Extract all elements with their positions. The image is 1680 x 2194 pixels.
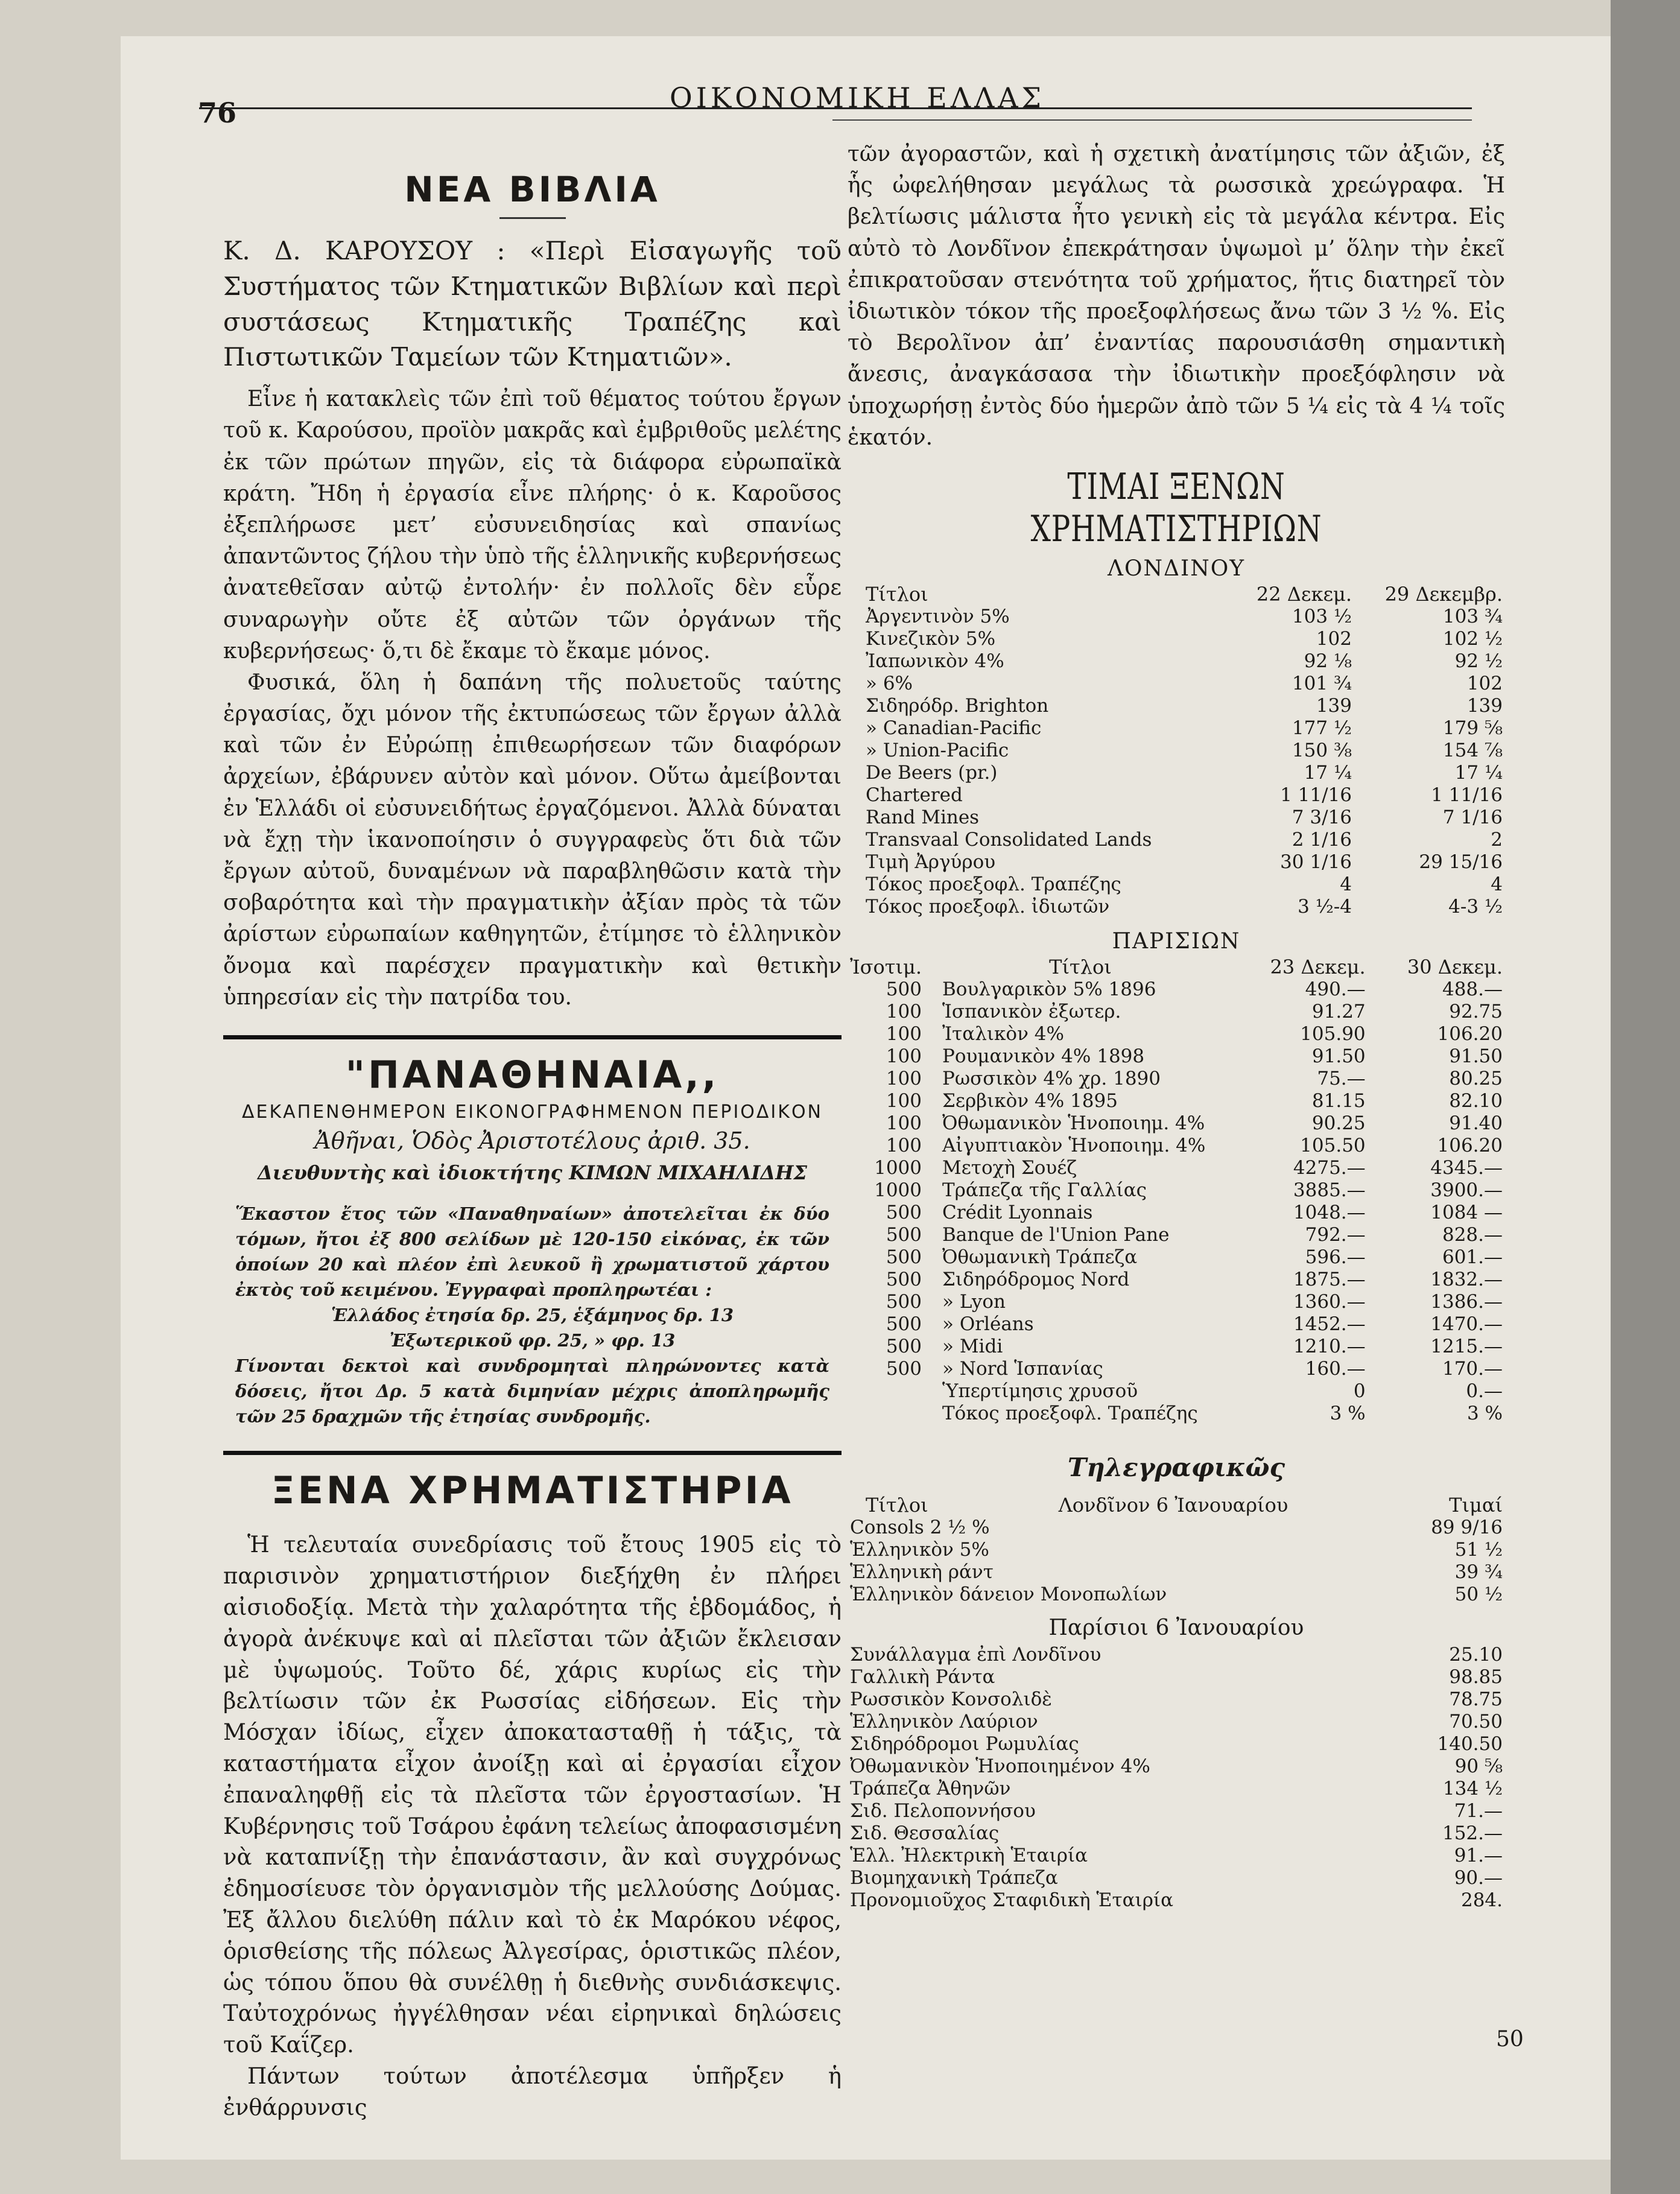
security-name: Τιμὴ Ἀργύρου bbox=[866, 851, 996, 873]
security-name: » 6% bbox=[866, 672, 913, 694]
price-date-1: 177 ½ bbox=[1292, 717, 1352, 739]
table-row bbox=[848, 784, 1505, 807]
nominal-value: 500 bbox=[886, 1357, 922, 1380]
nominal-value: 500 bbox=[886, 1335, 922, 1357]
price-date-1: 105.90 bbox=[1300, 1022, 1366, 1045]
price-date-1: 75.— bbox=[1317, 1067, 1366, 1089]
price-date-2: 4345.— bbox=[1430, 1156, 1503, 1179]
price-date-2: 828.— bbox=[1442, 1223, 1503, 1246]
price-date-1: 1875.— bbox=[1293, 1268, 1366, 1290]
price-date-1: 7 3/16 bbox=[1292, 806, 1352, 828]
security-name: Ρωσσικὸν 4% χρ. 1890 bbox=[942, 1067, 1161, 1089]
nominal-value: 1000 bbox=[874, 1179, 922, 1201]
column-header-title: Τίτλοι bbox=[866, 582, 928, 606]
table-row bbox=[848, 1584, 1505, 1606]
ad-body: Ἕκαστον ἔτος τῶν «Παναθηναίων» ἀποτελεῖται ἐκ δύο τόμων, ἤτοι ἐξ 800 σελίδων μὲ 120-150 εἰκόνας, ἐκ τῶν ὁποίων 20 καὶ πλέον ἐπὶ λευκοῦ ἢ χρωματιστοῦ χάρτου ἐκτὸς τοῦ κειμένου. Ἐγγραφαὶ προπληρωτέαι : bbox=[235, 1203, 829, 1301]
section-title-new-books: ΝΕΑ ΒΙΒΛΙΑ bbox=[404, 169, 661, 210]
price-date-2: 91.40 bbox=[1449, 1112, 1503, 1134]
book-review-paragraph: Εἶνε ἡ κατακλεὶς τῶν ἐπὶ τοῦ θέματος τούτου ἔργων τοῦ κ. Καρούσου, προϊὸν μακρᾶς καὶ ἐμβριθοῦς μελέτης ἐκ τῶν πρώτων πηγῶν, εἰς τὰ διάφορα εὐρωπαϊκὰ κράτη. Ἤδη ἡ ἐργασία εἶνε πλήρης· ὁ κ. Καροῦσος ἐξεπλήρωσε μετ’ εὐσυνειδησίας καὶ σπανίως ἀπαντῶντος ζήλου τὴν ὑπὸ τῆς ἑλληνικῆς κυβερνήσεως ἀνατεθεῖσαν αὐτῷ ἐντολήν· ἐν πολλοῖς δὲν εὗρε συναρωγὴν οὔτε ἐξ αὐτῶν τῶν ὀργάνων τῆς κυβερνήσεως· ὅ,τι δὲ ἔκαμε τὸ ἔκαμε μόνος. bbox=[223, 387, 842, 664]
table-row bbox=[848, 695, 1505, 717]
security-name: Σιδηρόδρ. Brighton bbox=[866, 694, 1049, 717]
price: 284. bbox=[1460, 1889, 1503, 1911]
column-header-london-date: Λονδῖνον 6 Ἰανουαρίου bbox=[1058, 1493, 1289, 1517]
table-row bbox=[848, 1135, 1505, 1157]
prices-title: ΤΙΜΑΙ ΞΕΝΩΝ ΧΡΗΜΑΤΙΣΤΗΡΙΩΝ bbox=[1030, 465, 1322, 550]
nominal-value: 500 bbox=[886, 978, 922, 1000]
price-date-2: 4 bbox=[1491, 873, 1503, 895]
section-divider-2 bbox=[223, 1451, 842, 1455]
price: 71.— bbox=[1454, 1799, 1503, 1822]
security-name: » Nord Ἱσπανίας bbox=[942, 1357, 1103, 1380]
table-row bbox=[848, 606, 1505, 628]
price: 140.50 bbox=[1437, 1733, 1503, 1755]
price-date-2: 1084 — bbox=[1430, 1201, 1503, 1223]
margin-number: 50 bbox=[1496, 2027, 1524, 2052]
security-name: Σιδ. Πελοποννήσου bbox=[850, 1799, 1036, 1822]
table-row bbox=[848, 978, 1505, 1001]
price-date-2: 17 ¼ bbox=[1454, 761, 1503, 784]
price-date-1: 3 % bbox=[1330, 1402, 1366, 1424]
header-rule-secondary bbox=[832, 119, 1472, 121]
column-header-date-2: 30 Δεκεμ. bbox=[1407, 955, 1503, 978]
nominal-value bbox=[848, 1380, 924, 1403]
nominal-value: 500 bbox=[886, 1223, 922, 1246]
price-date-1: 139 bbox=[1316, 694, 1352, 717]
column-header-prices: Τιμαί bbox=[1449, 1493, 1503, 1517]
table-row bbox=[848, 1845, 1505, 1867]
table-row bbox=[848, 1733, 1505, 1755]
security-name: Κινεζικὸν 5% bbox=[866, 627, 996, 650]
table-row bbox=[848, 717, 1505, 740]
price-date-1: 2 1/16 bbox=[1292, 828, 1352, 851]
short-rule bbox=[499, 217, 566, 219]
security-name: Transvaal Consolidated Lands bbox=[866, 828, 1152, 851]
price-date-2: 170.— bbox=[1442, 1357, 1503, 1380]
security-name: Ρουμανικὸν 4% 1898 bbox=[942, 1045, 1145, 1067]
table-row bbox=[848, 1001, 1505, 1023]
ad-director: Διευθυντὴς καὶ ἰδιοκτήτης ΚΙΜΩΝ ΜΙΧΑΗΛΙΔΗΣ bbox=[257, 1161, 808, 1184]
price-date-2: 106.20 bbox=[1437, 1022, 1503, 1045]
table-row bbox=[848, 1313, 1505, 1336]
table-row bbox=[848, 762, 1505, 784]
book-review-paragraph-2: Φυσικά, ὅλη ἡ δαπάνη τῆς πολυετοῦς ταύτης ἐργασίας, ὄχι μόνον τῆς ἐκτυπώσεως τῶν ἔργων ἀλλὰ καὶ τῶν ἐν Εὐρώπῃ ἐπιθεωρήσεων τῶν διαφόρων ἀρχείων, ἐβάρυνεν αὐτὸν καὶ μόνον. Οὕτω ἀμείβονται ἐν Ἑλλάδι οἱ εὐσυνειδήτως ἐργαζόμενοι. Ἀλλὰ δύναται νὰ ἔχῃ τὴν ἱκανοποίησιν ὁ συγγραφεὺς ὅτι διὰ τῶν ἔργων αὐτοῦ, δυναμένων νὰ παραβληθῶσιν κατὰ τὴν σοβαρότητα καὶ τὴν πραγματικὴν ἀξίαν πρὸς τὰ τῶν ἀρίστων εὐρωπαίων καθηγητῶν, ἐτίμησε τὸ ἑλληνικὸν ὄνομα καὶ παρέσχεν πραγματικὴν καὶ θετικὴν ὑπηρεσίαν εἰς τὴν πατρίδα του. bbox=[223, 670, 842, 1010]
price: 25.10 bbox=[1449, 1643, 1503, 1666]
security-name: Ἑλληνικὴ ράντ bbox=[850, 1561, 994, 1583]
column-header-title: Τίτλοι bbox=[866, 1493, 928, 1517]
price: 98.85 bbox=[1449, 1666, 1503, 1688]
price-date-2: 601.— bbox=[1442, 1246, 1503, 1268]
page-edge-shadow bbox=[1611, 0, 1680, 2194]
price-date-1: 1452.— bbox=[1293, 1313, 1366, 1335]
table-row bbox=[848, 829, 1505, 851]
table-row bbox=[848, 1666, 1505, 1688]
table-row bbox=[848, 1358, 1505, 1380]
nominal-value: 100 bbox=[886, 1067, 922, 1089]
section-divider bbox=[223, 1035, 842, 1039]
price-date-2: 80.25 bbox=[1449, 1067, 1503, 1089]
price-date-1: 150 ⅜ bbox=[1292, 739, 1352, 761]
security-name: Ὀθωμανικὸν Ἡνοποιημένον 4% bbox=[850, 1755, 1150, 1777]
table-row bbox=[848, 851, 1505, 873]
price: 91.— bbox=[1454, 1844, 1503, 1866]
security-name: Τράπεζα Ἀθηνῶν bbox=[850, 1777, 1011, 1799]
column-header-date-1: 23 Δεκεμ. bbox=[1270, 955, 1366, 978]
nominal-value: 500 bbox=[886, 1290, 922, 1313]
right-column bbox=[848, 139, 1505, 1912]
security-name: Chartered bbox=[866, 784, 963, 806]
security-name: Ἑλληνικὸν δάνειον Μονοπωλίων bbox=[850, 1583, 1167, 1605]
running-title: ΟΙΚΟΝΟΜΙΚΗ ΕΛΛΑΣ bbox=[670, 81, 1045, 114]
paris-heading: ΠΑΡΙΣΙΩΝ bbox=[1112, 928, 1241, 954]
security-name: Ἑλληνικὸν Λαύριον bbox=[850, 1710, 1038, 1733]
price-date-1: 1048.— bbox=[1293, 1201, 1366, 1223]
paris-prices-table bbox=[848, 956, 1505, 1425]
price-date-1: 91.50 bbox=[1311, 1045, 1366, 1067]
table-row bbox=[848, 1403, 1505, 1425]
price-date-1: 91.27 bbox=[1311, 1000, 1366, 1022]
price-date-1: 102 bbox=[1316, 627, 1352, 650]
table-row bbox=[848, 1778, 1505, 1800]
header-rule bbox=[199, 107, 1472, 109]
price: 50 ½ bbox=[1454, 1583, 1503, 1605]
security-name: Βιομηχανικὴ Τράπεζα bbox=[850, 1866, 1058, 1889]
security-name: Ἰαπωνικὸν 4% bbox=[866, 650, 1004, 672]
price-date-1: 105.50 bbox=[1300, 1134, 1366, 1156]
ad-subscription-foreign: Ἐξωτερικοῦ φρ. 25, » φρ. 13 bbox=[389, 1330, 676, 1351]
price-date-1: 81.15 bbox=[1311, 1089, 1366, 1112]
table-row bbox=[848, 896, 1505, 918]
price-date-2: 102 bbox=[1466, 672, 1503, 694]
security-name: Ἑλληνικὸν 5% bbox=[850, 1538, 989, 1561]
continued-paragraph: τῶν ἀγοραστῶν, καὶ ἡ σχετικὴ ἀνατίμησις τῶν ἀξιῶν, ἐξ ἧς ὠφελήθησαν μεγάλως τὰ ρωσσικὰ χρεώγραφα. Ἡ βελτίωσις μάλιστα ἦτο γενικὴ εἰς τὰ μεγάλα κέντρα. Εἰς αὐτὸ τὸ Λονδῖνον ἐπεκράτησαν ὑψωμοὶ μ’ ὅλην τὴν ἐκεῖ ἐπικρατοῦσαν στενότητα τοῦ χρήματος, ἥτις διατηρεῖ τὸν ἰδιωτικὸν τόκον τῆς προεξοφλήσεως ἄνω τῶν 3 ½ %. Εἰς τὸ Βερολῖνον ἀπ’ ἐναντίας παρουσιάσθη σημαντικὴ ἄνεσις, ἀναγκάσασα τὴν ἰδιωτικὴν προεξόφλησιν νὰ ὑποχωρήσῃ ἐντὸς δύο ἡμερῶν ἀπὸ τῶν 5 ¼ εἰς τὰ 4 ¼ τοῖς ἑκατόν. bbox=[848, 142, 1505, 450]
security-name: Προνομιοῦχος Σταφιδικὴ Ἑταιρία bbox=[850, 1889, 1174, 1911]
price-date-2: 1470.— bbox=[1430, 1313, 1503, 1335]
security-name: Ἀργεντινὸν 5% bbox=[866, 605, 1010, 627]
london-prices-table bbox=[848, 583, 1505, 918]
left-column bbox=[223, 145, 842, 2123]
table-row bbox=[848, 1755, 1505, 1778]
column-header-date-1: 22 Δεκεμ. bbox=[1256, 582, 1352, 606]
price-date-1: 92 ⅛ bbox=[1304, 650, 1352, 672]
nominal-value: 100 bbox=[886, 1134, 922, 1156]
price-date-1: 101 ¾ bbox=[1292, 672, 1352, 694]
security-name: Rand Mines bbox=[866, 806, 980, 828]
security-name: Ὑπερτίμησις χρυσοῦ bbox=[942, 1380, 1138, 1402]
price-date-2: 91.50 bbox=[1449, 1045, 1503, 1067]
price: 70.50 bbox=[1449, 1710, 1503, 1733]
price-date-1: 17 ¼ bbox=[1304, 761, 1352, 784]
price-date-2: 103 ¾ bbox=[1442, 605, 1503, 627]
price-date-2: 29 15/16 bbox=[1419, 851, 1503, 873]
security-name: » Canadian-Pacific bbox=[866, 717, 1042, 739]
nominal-value: 1000 bbox=[874, 1156, 922, 1179]
price: 89 9/16 bbox=[1431, 1516, 1503, 1538]
price-date-2: 154 ⅞ bbox=[1442, 739, 1503, 761]
price: 90 ⅝ bbox=[1454, 1755, 1503, 1777]
security-name: Γαλλικὴ Ράντα bbox=[850, 1666, 995, 1688]
telegraph-title: Τηλεγραφικῶς bbox=[1067, 1452, 1285, 1482]
security-name: Consols 2 ½ % bbox=[850, 1516, 990, 1538]
table-row bbox=[848, 1112, 1505, 1135]
table-row bbox=[848, 1539, 1505, 1561]
table-row bbox=[848, 1023, 1505, 1045]
price-date-2: 7 1/16 bbox=[1442, 806, 1503, 828]
table-row bbox=[848, 873, 1505, 896]
security-name: Τράπεζα τῆς Γαλλίας bbox=[942, 1179, 1147, 1201]
exchange-paragraph: Ἡ τελευταία συνεδρίασις τοῦ ἔτους 1905 εἰς τὸ παρισινὸν χρηματιστήριον διεξήχθη ἐν πλήρει αἰσιοδοξίᾳ. Μετὰ τὴν χαλαρότητα τῆς ἑβδομάδος, ἡ ἀγορὰ ἀνέκυψε καὶ αἱ πλεῖσται τῶν ἀξιῶν ἔκλεισαν μὲ ὑψωμούς. Τοῦτο δέ, χάρις κυρίως εἰς τὴν βελτίωσιν τῶν ἐκ Ρωσσίας εἰδήσεων. Εἰς τὴν Μόσχαν ἰδίως, εἶχεν ἀποκατασταθῇ ἡ τάξις, τὰ καταστήματα εἶχον ἀνοίξῃ καὶ αἱ ἐργασίαι εἶχον ἐπαναληφθῇ εἰς τὰ πλεῖστα τῶν ἐργοστασίων. Ἡ Κυβέρνησις τοῦ Τσάρου ἐφάνη τελείως ἀποφασισμένη νὰ καταπνίξῃ τὴν ἐπανάστασιν, ἂν καὶ συγχρόνως ἐδημοσίευσε τὸν ὀργανισμὸν τῆς μελλούσης Δούμας. Ἐξ ἄλλου διελύθη πάλιν καὶ τὸ ἐκ Μαρόκου νέφος, ὁρισθείσης τῆς πόλεως Ἀλγεσίρας, ὁριστικῶς πλέον, ὡς τόπου ὅπου θὰ συνέλθῃ ἡ διεθνὴς συνδιάσκεψις. Ταὐτοχρόνως ἠγγέλθησαν νέαι εἰρηνικαὶ δηλώσεις τοῦ Καΐζερ. bbox=[223, 1532, 842, 2058]
table-row bbox=[848, 1224, 1505, 1246]
nominal-value bbox=[848, 1403, 924, 1425]
price-date-2: 1215.— bbox=[1430, 1335, 1503, 1357]
price-date-1: 1210.— bbox=[1293, 1335, 1366, 1357]
price-date-2: 92.75 bbox=[1449, 1000, 1503, 1022]
price-date-1: 3885.— bbox=[1293, 1179, 1366, 1201]
security-name: Ἑλλ. Ἠλεκτρικὴ Ἑταιρία bbox=[850, 1844, 1088, 1866]
table-row bbox=[848, 1336, 1505, 1358]
page-number: 76 bbox=[198, 97, 237, 129]
security-name: Συνάλλαγμα ἐπὶ Λονδῖνου bbox=[850, 1643, 1102, 1666]
nominal-value: 100 bbox=[886, 1022, 922, 1045]
price: 78.75 bbox=[1449, 1688, 1503, 1710]
security-name: Βουλγαρικὸν 5% 1896 bbox=[942, 978, 1156, 1000]
table-row bbox=[848, 1711, 1505, 1733]
price-date-2: 1386.— bbox=[1430, 1290, 1503, 1313]
table-row bbox=[848, 650, 1505, 673]
security-name: » Union-Pacific bbox=[866, 739, 1009, 761]
price-date-2: 4-3 ½ bbox=[1448, 895, 1503, 918]
table-header-row bbox=[848, 956, 1505, 978]
ad-subscription-domestic: Ἑλλάδος ἐτησία δρ. 25, ἑξάμηνος δρ. 13 bbox=[331, 1305, 734, 1326]
security-name: Crédit Lyonnais bbox=[942, 1201, 1093, 1223]
table-row bbox=[848, 1090, 1505, 1112]
price: 134 ½ bbox=[1442, 1777, 1503, 1799]
nominal-value: 500 bbox=[886, 1201, 922, 1223]
london-heading: ΛΟΝΔΙΝΟΥ bbox=[1107, 556, 1245, 581]
table-row bbox=[848, 1380, 1505, 1403]
nominal-value: 100 bbox=[886, 1045, 922, 1067]
price-date-2: 0.— bbox=[1466, 1380, 1503, 1402]
nominal-value: 500 bbox=[886, 1246, 922, 1268]
column-header-date-2: 29 Δεκεμβρ. bbox=[1384, 582, 1503, 606]
security-name: Σιδηρόδρομοι Ρωμυλίας bbox=[850, 1733, 1079, 1755]
security-name: » Midi bbox=[942, 1335, 1003, 1357]
price-date-1: 4275.— bbox=[1293, 1156, 1366, 1179]
table-row bbox=[848, 1688, 1505, 1711]
table-row bbox=[848, 628, 1505, 650]
price-date-1: 160.— bbox=[1305, 1357, 1366, 1380]
table-row bbox=[848, 1269, 1505, 1291]
table-header-row bbox=[848, 1494, 1505, 1517]
table-row bbox=[848, 1045, 1505, 1068]
price-date-1: 596.— bbox=[1305, 1246, 1366, 1268]
table-row bbox=[848, 1179, 1505, 1202]
security-name: Ὀθωμανικὴ Τράπεζα bbox=[942, 1246, 1138, 1268]
ad-body-installments: Γίνονται δεκτοὶ καὶ συνδρομηταὶ πληρώνοντες κατὰ δόσεις, ἤτοι Δρ. 5 κατὰ διμηνίαν μέχρις ἀποπληρωμῆς τῶν 25 δραχμῶν τῆς ἐτησίας συνδρομῆς. bbox=[235, 1355, 829, 1427]
nominal-value: 100 bbox=[886, 1089, 922, 1112]
price-date-2: 1 11/16 bbox=[1431, 784, 1503, 806]
exchange-paragraph-2: Πάντων τούτων ἀποτέλεσμα ὑπῆρξεν ἡ ἐνθάρρυνσις bbox=[223, 2062, 842, 2120]
price-date-2: 82.10 bbox=[1449, 1089, 1503, 1112]
price-date-2: 106.20 bbox=[1437, 1134, 1503, 1156]
price-date-1: 90.25 bbox=[1311, 1112, 1366, 1134]
security-name: » Lyon bbox=[942, 1290, 1006, 1313]
table-row bbox=[848, 1800, 1505, 1822]
nominal-value: 100 bbox=[886, 1112, 922, 1134]
section-title-foreign-exchanges: ΞΕΝΑ ΧΡΗΜΑΤΙΣΤΗΡΙΑ bbox=[271, 1468, 794, 1513]
price-date-2: 1832.— bbox=[1430, 1268, 1503, 1290]
security-name: » Orléans bbox=[942, 1313, 1034, 1335]
nominal-value: 100 bbox=[886, 1000, 922, 1022]
ad-subtitle: ΔΕΚΑΠΕΝΘΗΜΕΡΟΝ ΕΙΚΟΝΟΓΡΑΦΗΜΕΝΟΝ ΠΕΡΙΟΔΙΚΟΝ bbox=[242, 1101, 823, 1123]
price-date-1: 3 ½-4 bbox=[1298, 895, 1352, 918]
security-name: Ρωσσικὸν Κονσολιδὲ bbox=[850, 1688, 1052, 1710]
price-date-2: 488.— bbox=[1442, 978, 1503, 1000]
table-row bbox=[848, 1157, 1505, 1179]
security-name: Σιδ. Θεσσαλίας bbox=[850, 1822, 1000, 1844]
price-date-2: 2 bbox=[1491, 828, 1503, 851]
security-name: Banque de l'Union Pane bbox=[942, 1223, 1170, 1246]
price-date-1: 30 1/16 bbox=[1280, 851, 1352, 873]
security-name: Τόκος προεξοφλ. Τραπέζης bbox=[942, 1402, 1198, 1424]
price-date-1: 0 bbox=[1353, 1380, 1366, 1402]
price: 39 ¾ bbox=[1454, 1561, 1503, 1583]
price-date-1: 4 bbox=[1340, 873, 1352, 895]
nominal-value: 500 bbox=[886, 1313, 922, 1335]
price-date-2: 3 % bbox=[1466, 1402, 1503, 1424]
table-row bbox=[848, 807, 1505, 829]
table-row bbox=[848, 1291, 1505, 1313]
security-name: Τόκος προεξοφλ. ἰδιωτῶν bbox=[866, 895, 1110, 918]
table-row bbox=[848, 673, 1505, 695]
security-name: Σερβικὸν 4% 1895 bbox=[942, 1089, 1118, 1112]
security-name: Μετοχὴ Σουέζ bbox=[942, 1156, 1077, 1179]
book-citation: Κ. Δ. ΚΑΡΟΥΣΟΥ : «Περὶ Εἰσαγωγῆς τοῦ Συστήματος τῶν Κτηματικῶν Βιβλίων καὶ περὶ συστάσεως Κτηματικῆς Τραπέζης καὶ Πιστωτικῶν Ταμείων τῶν Κτηματιῶν». bbox=[223, 236, 842, 372]
security-name: Ἱσπανικὸν ἐξωτερ. bbox=[942, 1000, 1121, 1022]
column-header-title: Τίτλοι bbox=[1049, 955, 1112, 978]
price: 152.— bbox=[1442, 1822, 1503, 1844]
security-name: Σιδηρόδρομος Nord bbox=[942, 1268, 1130, 1290]
table-row bbox=[848, 1561, 1505, 1584]
price-date-1: 1 11/16 bbox=[1280, 784, 1352, 806]
column-header-nominal: Ἰσοτιμ. bbox=[850, 955, 922, 978]
security-name: Τόκος προεξοφλ. Τραπέζης bbox=[866, 873, 1121, 895]
price-date-1: 490.— bbox=[1305, 978, 1366, 1000]
security-name: Αἰγυπτιακὸν Ἡνοποιημ. 4% bbox=[942, 1134, 1206, 1156]
price-date-2: 3900.— bbox=[1430, 1179, 1503, 1201]
price: 90.— bbox=[1454, 1866, 1503, 1889]
telegraph-paris-table bbox=[848, 1644, 1505, 1912]
table-row bbox=[848, 1246, 1505, 1269]
table-row bbox=[848, 1644, 1505, 1666]
telegraph-london-table bbox=[848, 1494, 1505, 1606]
table-row bbox=[848, 740, 1505, 762]
table-row bbox=[848, 1822, 1505, 1845]
price-date-2: 92 ½ bbox=[1454, 650, 1503, 672]
price-date-2: 102 ½ bbox=[1442, 627, 1503, 650]
security-name: Ὀθωμανικὸν Ἡνοποιημ. 4% bbox=[942, 1112, 1205, 1134]
price-date-2: 179 ⅝ bbox=[1442, 717, 1503, 739]
table-row bbox=[848, 1068, 1505, 1090]
security-name: Ἰταλικὸν 4% bbox=[942, 1022, 1064, 1045]
table-row bbox=[848, 1867, 1505, 1889]
telegraph-paris-heading: Παρίσιοι 6 Ἰανουαρίου bbox=[1048, 1615, 1304, 1640]
table-row bbox=[848, 1889, 1505, 1912]
security-name: De Beers (pr.) bbox=[866, 761, 998, 784]
table-row bbox=[848, 1202, 1505, 1224]
price-date-2: 139 bbox=[1466, 694, 1503, 717]
price-date-1: 1360.— bbox=[1293, 1290, 1366, 1313]
table-row bbox=[848, 1517, 1505, 1539]
ad-title-panathinaia: "ΠΑΝΑΘΗΝΑΙΑ,, bbox=[345, 1052, 720, 1097]
price-date-1: 792.— bbox=[1305, 1223, 1366, 1246]
nominal-value: 500 bbox=[886, 1268, 922, 1290]
table-header-row bbox=[848, 583, 1505, 606]
ad-address: Ἀθῆναι, Ὁδὸς Ἀριστοτέλους ἀριθ. 35. bbox=[314, 1127, 750, 1154]
price: 51 ½ bbox=[1454, 1538, 1503, 1561]
price-date-1: 103 ½ bbox=[1292, 605, 1352, 627]
